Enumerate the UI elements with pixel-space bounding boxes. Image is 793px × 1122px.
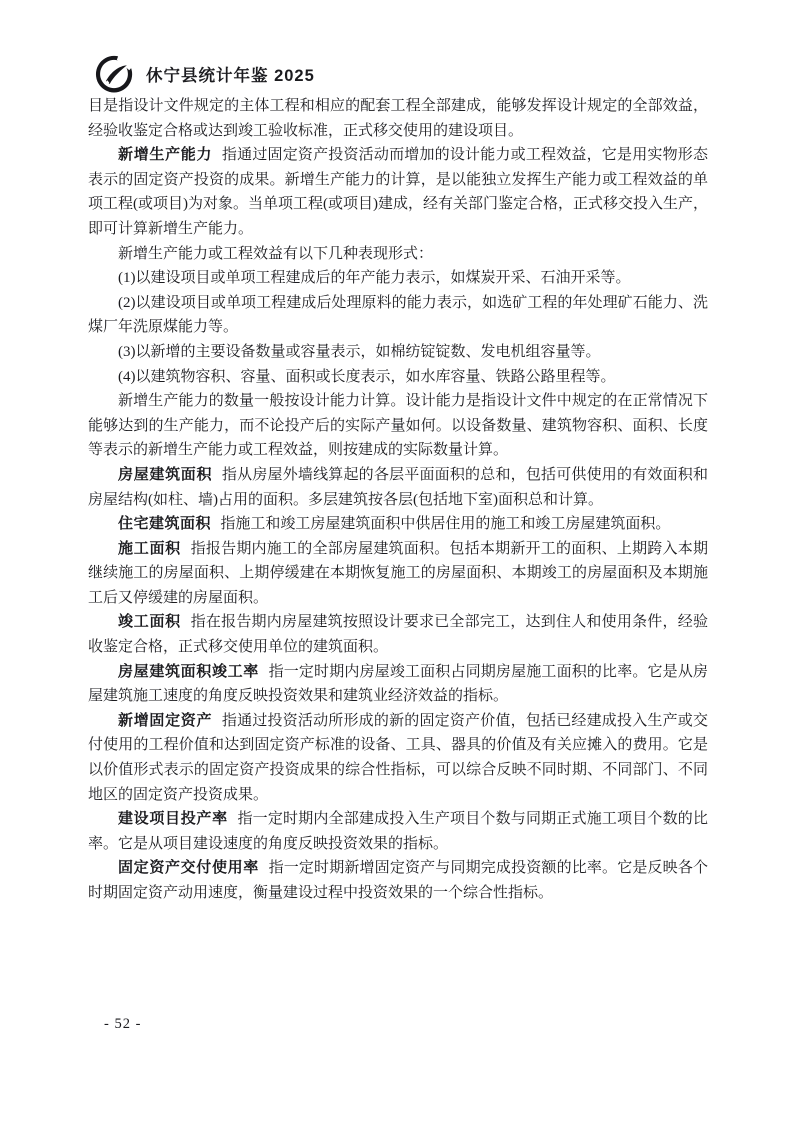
paragraph xyxy=(88,340,708,365)
paragraph-text: (2)以建设项目或单项工程建成后处理原料的能力表示，如选矿工程的年处理矿石能力、洗煤厂年洗原煤能力等。 xyxy=(88,294,708,336)
paragraph xyxy=(88,143,708,241)
definition-term: 房屋建筑面积 xyxy=(118,465,213,483)
paragraph xyxy=(88,709,708,807)
paragraph xyxy=(88,463,708,512)
paragraph xyxy=(88,365,708,390)
page-header xyxy=(93,54,315,94)
paragraph xyxy=(88,807,708,856)
paragraph-text: (3)以新增的主要设备数量或容量表示，如棉纺锭锭数、发电机组容量等。 xyxy=(118,343,601,360)
paragraph xyxy=(88,242,708,267)
definition-term: 固定资产交付使用率 xyxy=(118,859,259,877)
definition-term: 建设项目投产率 xyxy=(118,810,228,828)
paragraph xyxy=(88,610,708,659)
paragraph xyxy=(88,660,708,709)
paragraph-text: 指一定时期内全部建成投入生产项目个数与同期正式施工项目个数的比率。它是从项目建设速度的角度反映投资效果的指标。 xyxy=(88,811,708,852)
paragraph xyxy=(88,537,708,611)
definition-term: 新增生产能力 xyxy=(118,146,213,164)
definition-term: 新增固定资产 xyxy=(118,711,213,729)
paragraph-text: 指通过固定资产投资活动而增加的设计能力或工程效益，它是用实物形态表示的固定资产投资的成果。新增生产能力的计算，是以能独立发挥生产能力或工程效益的单项工程(或项目)为对象。当单项工程(或项目)建成，经有关部门鉴定合格，正式移交投入生产，即可计算新增生产能力。 xyxy=(88,147,708,237)
paragraph-text: 指从房屋外墙线算起的各层平面面积的总和，包括可供使用的有效面积和房屋结构(如柱、墙)占用的面积。多层建筑按各层(包括地下室)面积总和计算。 xyxy=(88,466,708,508)
paragraph-text: 指一定时期新增固定资产与同期完成投资额的比率。它是反映各个时期固定资产动用速度，衡量建设过程中投资效果的一个综合性指标。 xyxy=(88,860,708,901)
paragraph-text: 指报告期内施工的全部房屋建筑面积。包括本期新开工的面积、上期跨入本期继续施工的房屋面积、上期停缓建在本期恢复施工的房屋面积、本期竣工的房屋面积及本期施工后又停缓建的房屋面积。 xyxy=(88,540,708,606)
paragraph xyxy=(88,512,708,537)
paragraph-text: 目是指设计文件规定的主体工程和相应的配套工程全部建成，能够发挥设计规定的全部效益，经验收鉴定合格或达到竣工验收标准，正式移交使用的建设项目。 xyxy=(88,98,708,139)
paragraph xyxy=(88,94,708,143)
paragraph xyxy=(88,856,708,905)
paragraph-text: 指施工和竣工房屋建筑面积中供居住用的施工和竣工房屋建筑面积。 xyxy=(220,516,671,533)
definition-term: 房屋建筑面积竣工率 xyxy=(118,662,259,680)
definition-term: 住宅建筑面积 xyxy=(118,515,212,533)
paragraph xyxy=(88,389,708,463)
paragraph-text: (4)以建筑物容积、容量、面积或长度表示，如水库容量、铁路公路里程等。 xyxy=(118,368,616,385)
yearbook-title: 休宁县统计年鉴 2025 xyxy=(146,67,315,85)
paragraph-text: 指在报告期内房屋建筑按照设计要求已全部完工，达到住人和使用条件，经验收鉴定合格，正式移交使用单位的建筑面积。 xyxy=(88,614,708,656)
yearbook-logo-icon xyxy=(93,54,135,94)
paragraph-text: (1)以建设项目或单项工程建成后的年产能力表示，如煤炭开采、石油开采等。 xyxy=(118,270,631,287)
paragraph-text: 新增生产能力或工程效益有以下几种表现形式： xyxy=(118,245,434,262)
definitions-text-block xyxy=(88,94,708,906)
paragraph xyxy=(88,291,708,340)
definition-term: 施工面积 xyxy=(118,539,181,557)
paragraph-text: 指一定时期内房屋竣工面积占同期房屋施工面积的比率。它是从房屋建筑施工速度的角度反映投资效果和建筑业经济效益的指标。 xyxy=(88,663,708,705)
page-number: - 52 - xyxy=(104,1016,142,1032)
paragraph xyxy=(88,266,708,291)
paragraph-text: 新增生产能力的数量一般按设计能力计算。设计能力是指设计文件中规定的在正常情况下能够达到的生产能力，而不论投产后的实际产量如何。以设备数量、建筑物容积、面积、长度等表示的新增生产能力或工程效益，则按建成的实际数量计算。 xyxy=(88,393,708,459)
definition-term: 竣工面积 xyxy=(118,613,181,631)
paragraph-text: 指通过投资活动所形成的新的固定资产价值，包括已经建成投入生产或交付使用的工程价值和达到固定资产标准的设备、工具、器具的价值及有关应摊入的费用。它是以价值形式表示的固定资产投资成果的综合性指标，可以综合反映不同时期、不同部门、不同地区的固定资产投资成果。 xyxy=(88,712,708,803)
